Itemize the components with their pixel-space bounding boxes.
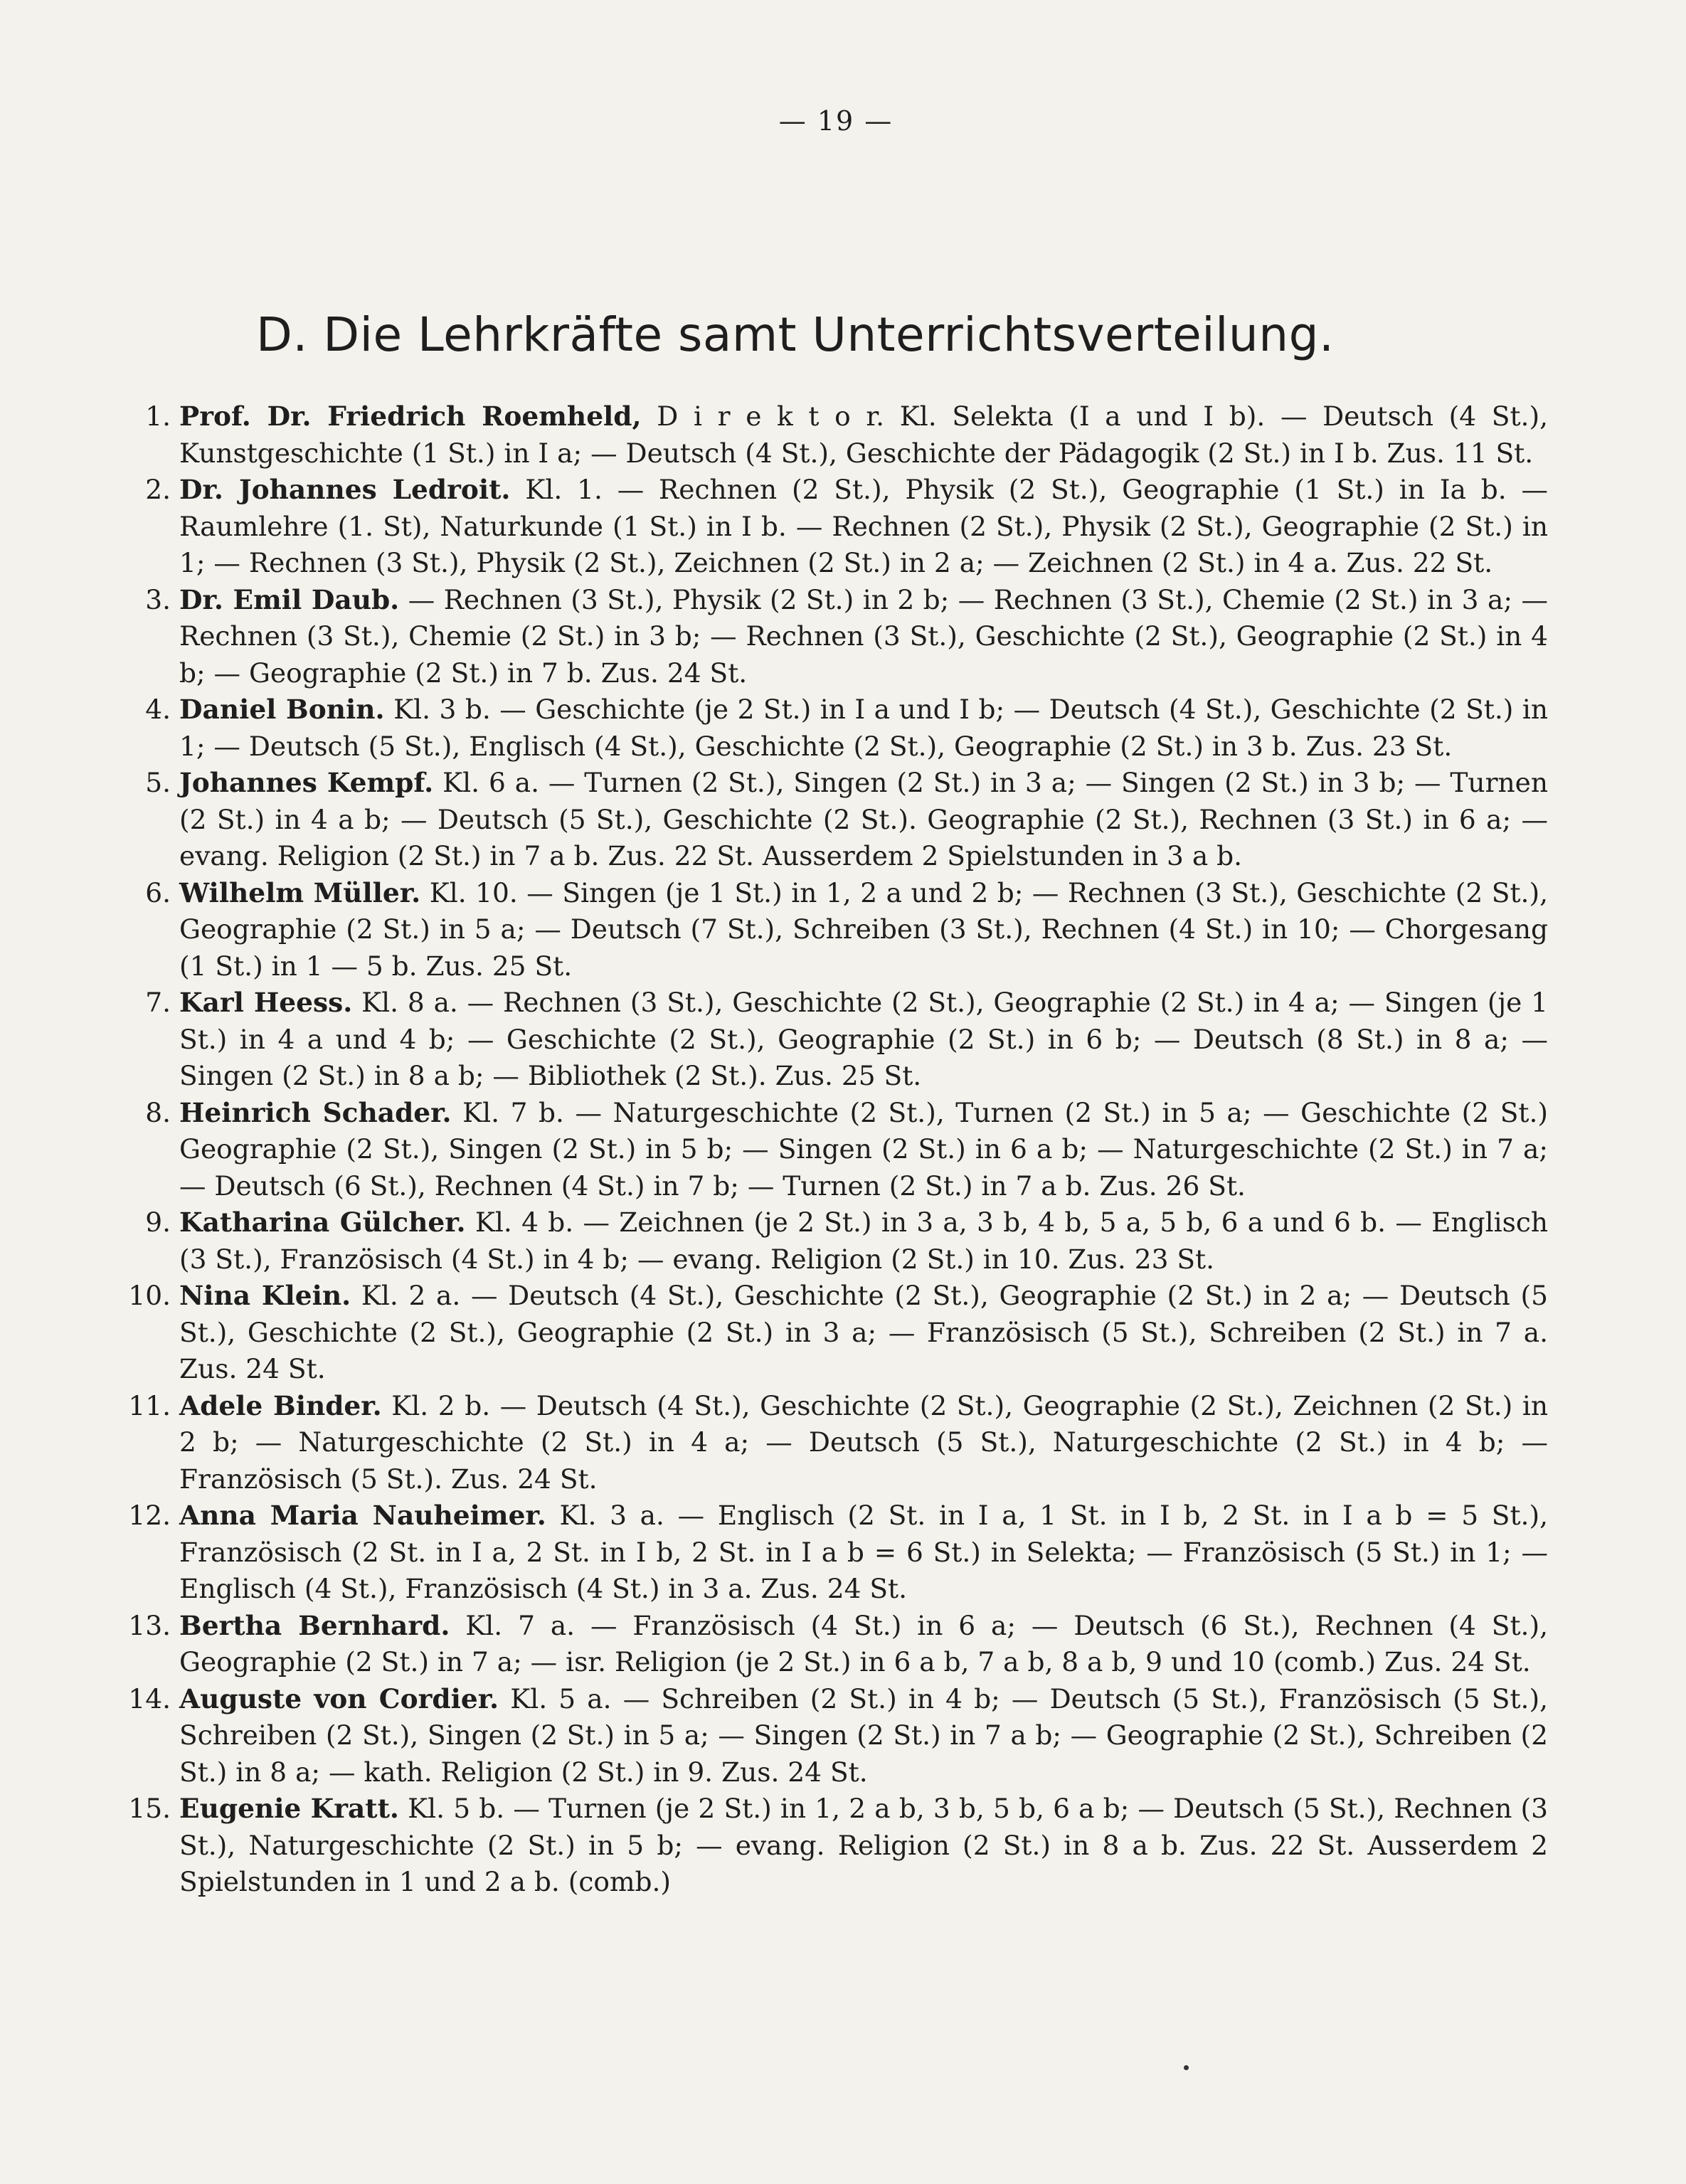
teacher-assignment: Kl. 8 a. — Rechnen (3 St.), Geschichte (2 St.), Geographie (2 St.) in 4 a; — Singen (je 1 St.) in 4 a und 4 b; — Geschichte (2 St.), Geographie (2 St.) in 6 b; — Deutsch (8 St.) in 8 a; — Singen (2 St.) in 8 a b; — Bibliothek (2 St.). Zus. 25 St. bbox=[179, 987, 1548, 1091]
teacher-name: Dr. Johannes Ledroit. bbox=[179, 474, 511, 505]
teacher-assignment: Kl. 10. — Singen (je 1 St.) in 1, 2 a und 2 b; — Rechnen (3 St.), Geschichte (2 St.), Geographie (2 St.) in 5 a; — Deutsch (7 St.), Schreiben (3 St.), Rechnen (4 St.) in 10; — Chorgesang (1 St.) in 1 — 5 b. Zus. 25 St. bbox=[179, 876, 1549, 982]
teacher-assignment: Kl. 5 b. — Turnen (je 2 St.) in 1, 2 a b, 3 b, 5 b, 6 a b; — Deutsch (5 St.), Rechnen (3 St.), Naturgeschichte (2 St.) in 5 b; — evang. Religion (2 St.) in 8 a b. Zus. 22 St. Ausserdem 2 Spielstunden in 1 und 2 a b. (comb.) bbox=[179, 1793, 1549, 1897]
entry-number: 15. bbox=[128, 1793, 171, 1824]
teacher-entry-7 bbox=[122, 985, 1548, 1095]
teacher-entry-4 bbox=[122, 691, 1548, 765]
teacher-name: Katharina Gülcher. bbox=[179, 1207, 466, 1238]
teacher-assignment: Kl. 1. — Rechnen (2 St.), Physik (2 St.), Geographie (1 St.) in Ia b. — Raumlehre (1. St), Naturkunde (1 St.) in I b. — Rechnen (2 St.), Physik (2 St.), Geographie (2 St.) in 1; — Rechnen (3 St.), Physik (2 St.), Zeichnen (2 St.) in 2 a; — Zeichnen (2 St.) in 4 a. Zus. 22 St. bbox=[179, 474, 1549, 578]
teacher-assignment: Kl. 5 a. — Schreiben (2 St.) in 4 b; — Deutsch (5 St.), Französisch (5 St.), Schreiben (2 St.), Singen (2 St.) in 5 a; — Singen (2 St.) in 7 a b; — Geographie (2 St.), Schreiben (2 St.) in 8 a; — kath. Religion (2 St.) in 9. Zus. 24 St. bbox=[179, 1682, 1549, 1788]
teacher-assignment: Kl. 7 b. — Naturgeschichte (2 St.), Turnen (2 St.) in 5 a; — Geschichte (2 St.) Geographie (2 St.), Singen (2 St.) in 5 b; — Singen (2 St.) in 6 a b; — Naturgeschichte (2 St.) in 7 a; — Deutsch (6 St.), Rechnen (4 St.) in 7 b; — Turnen (2 St.) in 7 a b. Zus. 26 St. bbox=[179, 1096, 1549, 1202]
teacher-entry-9 bbox=[122, 1204, 1548, 1278]
teacher-name: Wilhelm Müller. bbox=[179, 876, 421, 908]
teacher-entry-10 bbox=[122, 1278, 1548, 1388]
entry-number: 1. bbox=[145, 401, 171, 432]
entry-number: 13. bbox=[128, 1609, 171, 1641]
entry-number: 11. bbox=[128, 1389, 171, 1421]
teacher-name: Auguste von Cordier. bbox=[179, 1682, 499, 1714]
teacher-entry-13 bbox=[122, 1608, 1548, 1681]
teacher-assignment: D i r e k t o r. Kl. Selekta (I a und I b). — Deutsch (4 St.), Kunstgeschichte (1 St.) in I a; — Deutsch (4 St.), Geschichte der Pädagogik (2 St.) in I b. Zus. 11 St. bbox=[179, 401, 1549, 469]
teacher-name: Dr. Emil Daub. bbox=[179, 583, 400, 615]
ink-dot bbox=[1184, 2065, 1189, 2070]
teacher-name: Anna Maria Nauheimer. bbox=[179, 1500, 546, 1531]
entry-number: 6. bbox=[145, 876, 171, 908]
teacher-name: Adele Binder. bbox=[179, 1389, 382, 1421]
teacher-entry-5 bbox=[122, 765, 1548, 875]
teacher-name: Karl Heess. bbox=[179, 987, 353, 1018]
page-number: — 19 — bbox=[778, 105, 894, 137]
entry-number: 3. bbox=[145, 583, 171, 615]
entry-number: 5. bbox=[145, 767, 171, 798]
teacher-assignment: Kl. 4 b. — Zeichnen (je 2 St.) in 3 a, 3 b, 4 b, 5 a, 5 b, 6 a und 6 b. — Englisch (3 St.), Französisch (4 St.) in 4 b; — evang. Religion (2 St.) in 10. Zus. 23 St. bbox=[179, 1207, 1549, 1275]
teacher-assignment: Kl. 7 a. — Französisch (4 St.) in 6 a; — Deutsch (6 St.), Rechnen (4 St.), Geographie (2 St.) in 7 a; — isr. Religion (je 2 St.) in 6 a b, 7 a b, 8 a b, 9 und 10 (comb.) Zus. 24 St. bbox=[179, 1609, 1548, 1677]
teacher-assignment: Kl. 3 a. — Englisch (2 St. in I a, 1 St. in I b, 2 St. in I a b = 5 St.), Französisch (2 St. in I a, 2 St. in I b, 2 St. in I a b = 6 St.) in Selekta; — Französisch (5 St.) in 1; — Englisch (4 St.), Französisch (4 St.) in 3 a. Zus. 24 St. bbox=[179, 1500, 1549, 1604]
teacher-assignment: Kl. 2 b. — Deutsch (4 St.), Geschichte (2 St.), Geographie (2 St.), Zeichnen (2 St.) in 2 b; — Naturgeschichte (2 St.) in 4 a; — Deutsch (5 St.), Naturgeschichte (2 St.) in 4 b; — Französisch (5 St.). Zus. 24 St. bbox=[179, 1389, 1548, 1495]
teacher-entry-2 bbox=[122, 472, 1548, 582]
teacher-assignment: — Rechnen (3 St.), Physik (2 St.) in 2 b; — Rechnen (3 St.), Chemie (2 St.) in 3 a; — Rechnen (3 St.), Chemie (2 St.) in 3 b; — Rechnen (3 St.), Geschichte (2 St.), Geographie (2 St.) in 4 b; — Geographie (2 St.) in 7 b. Zus. 24 St. bbox=[179, 583, 1548, 689]
teacher-name: Eugenie Kratt. bbox=[179, 1793, 399, 1824]
teacher-entry-11 bbox=[122, 1388, 1548, 1498]
entry-number: 14. bbox=[128, 1682, 171, 1714]
teacher-entry-15 bbox=[122, 1791, 1548, 1901]
teacher-name: Nina Klein. bbox=[179, 1280, 351, 1311]
teacher-name: Daniel Bonin. bbox=[179, 694, 385, 725]
teacher-assignment: Kl. 2 a. — Deutsch (4 St.), Geschichte (2 St.), Geographie (2 St.) in 2 a; — Deutsch (5 St.), Geschichte (2 St.), Geographie (2 St.) in 3 a; — Französisch (5 St.), Schreiben (2 St.) in 7 a. Zus. 24 St. bbox=[179, 1280, 1548, 1384]
entry-number: 2. bbox=[145, 474, 171, 505]
teacher-name: Heinrich Schader. bbox=[179, 1096, 452, 1128]
teacher-list bbox=[122, 398, 1548, 1901]
teacher-name: Johannes Kempf. bbox=[179, 767, 434, 798]
teacher-name: Bertha Bernhard. bbox=[179, 1609, 450, 1641]
entry-number: 10. bbox=[128, 1280, 171, 1311]
entry-number: 12. bbox=[128, 1500, 171, 1531]
teacher-entry-6 bbox=[122, 875, 1548, 985]
entry-number: 9. bbox=[145, 1207, 171, 1238]
section-heading: D. Die Lehrkräfte samt Unterrichtsverteilung. bbox=[256, 307, 1335, 362]
teacher-entry-8 bbox=[122, 1095, 1548, 1205]
teacher-name: Prof. Dr. Friedrich Roemheld, bbox=[179, 401, 642, 432]
teacher-entry-14 bbox=[122, 1681, 1548, 1791]
entry-number: 7. bbox=[145, 987, 171, 1018]
teacher-entry-3 bbox=[122, 582, 1548, 692]
teacher-assignment: Kl. 3 b. — Geschichte (je 2 St.) in I a und I b; — Deutsch (4 St.), Geschichte (2 St.) in 1; — Deutsch (5 St.), Englisch (4 St.), Geschichte (2 St.), Geographie (2 St.) in 3 b. Zus. 23 St. bbox=[179, 694, 1549, 762]
entry-number: 8. bbox=[145, 1096, 171, 1128]
entry-number: 4. bbox=[145, 694, 171, 725]
teacher-entry-1 bbox=[122, 398, 1548, 472]
teacher-assignment: Kl. 6 a. — Turnen (2 St.), Singen (2 St.) in 3 a; — Singen (2 St.) in 3 b; — Turnen (2 St.) in 4 a b; — Deutsch (5 St.), Geschichte (2 St.). Geographie (2 St.), Rechnen (3 St.) in 6 a; — evang. Religion (2 St.) in 7 a b. Zus. 22 St. Ausserdem 2 Spielstunden in 3 a b. bbox=[179, 767, 1549, 871]
teacher-entry-12 bbox=[122, 1497, 1548, 1608]
